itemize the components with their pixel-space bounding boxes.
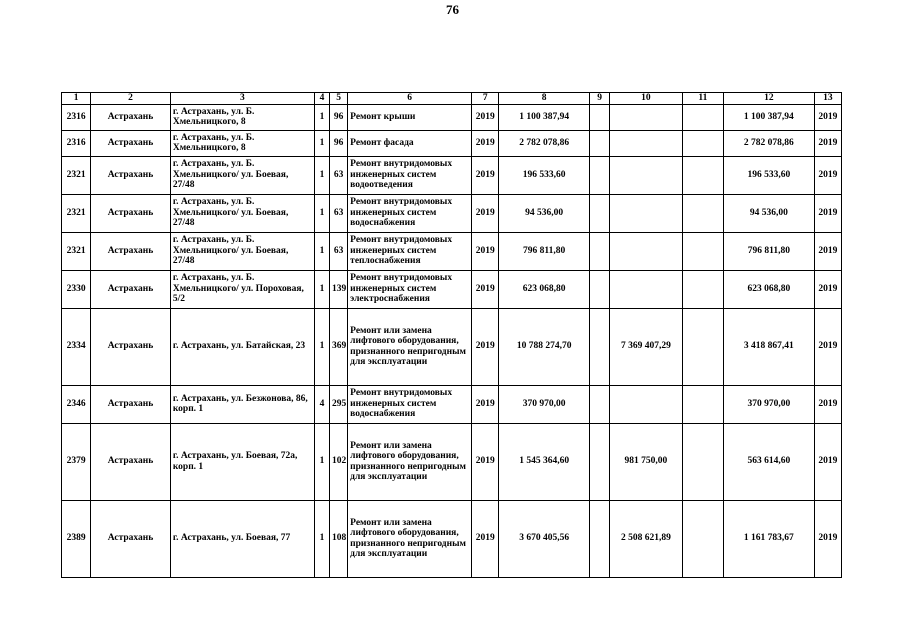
cell-col4: 1 [314,500,329,577]
cell-col5: 295 [330,385,348,423]
cell-municipality: Астрахань [91,308,171,385]
column-header: 11 [682,93,723,105]
column-header: 12 [724,93,815,105]
cell-col13: 2019 [814,270,841,308]
column-header: 8 [499,93,590,105]
cell-address: г. Астрахань, ул. Батайская, 23 [170,308,314,385]
cell-col5: 108 [330,500,348,577]
column-header: 2 [91,93,171,105]
cell-col4: 1 [314,308,329,385]
cell-col9 [590,156,610,194]
cell-year: 2019 [472,130,499,156]
cell-id: 2316 [62,130,91,156]
cell-total-cost: 10 788 274,70 [499,308,590,385]
cell-municipality: Астрахань [91,423,171,500]
cell-col9 [590,423,610,500]
cell-col5: 369 [330,308,348,385]
cell-id: 2379 [62,423,91,500]
cell-total-cost: 796 811,80 [499,232,590,270]
table-row [62,156,842,194]
cell-col12: 796 811,80 [724,232,815,270]
table-row [62,130,842,156]
cell-col11 [682,156,723,194]
header-row [62,93,842,105]
cell-year: 2019 [472,104,499,130]
cell-col11 [682,423,723,500]
column-header: 6 [348,93,472,105]
cell-col9 [590,385,610,423]
cell-year: 2019 [472,194,499,232]
cell-id: 2321 [62,156,91,194]
cell-municipality: Астрахань [91,270,171,308]
cell-total-cost: 2 782 078,86 [499,130,590,156]
cell-col4: 1 [314,194,329,232]
cell-work-type: Ремонт внутридомовых инженерных систем теплоснабжения [348,232,472,270]
cell-year: 2019 [472,156,499,194]
cell-municipality: Астрахань [91,156,171,194]
column-header: 4 [314,93,329,105]
table-row [62,500,842,577]
cell-year: 2019 [472,500,499,577]
cell-work-type: Ремонт внутридомовых инженерных систем водоснабжения [348,194,472,232]
page-number: 76 [446,2,459,17]
cell-address: г. Астрахань, ул. Б. Хмельницкого/ ул. Боевая, 27/48 [170,156,314,194]
cell-col5: 63 [330,156,348,194]
cell-total-cost: 370 970,00 [499,385,590,423]
cell-col5: 102 [330,423,348,500]
cell-total-cost: 3 670 405,56 [499,500,590,577]
table-row [62,308,842,385]
cell-col11 [682,308,723,385]
cell-work-type: Ремонт крыши [348,104,472,130]
cell-col5: 139 [330,270,348,308]
cell-col11 [682,194,723,232]
cell-col13: 2019 [814,104,841,130]
cell-work-type: Ремонт или замена лифтового оборудования, признанного непригодным для эксплуатации [348,423,472,500]
cell-col5: 63 [330,194,348,232]
cell-id: 2321 [62,194,91,232]
cell-col4: 1 [314,104,329,130]
column-header: 10 [610,93,683,105]
table-row [62,270,842,308]
cell-year: 2019 [472,308,499,385]
cell-col13: 2019 [814,130,841,156]
cell-col9 [590,308,610,385]
cell-address: г. Астрахань, ул. Б. Хмельницкого/ ул. Боевая, 27/48 [170,232,314,270]
cell-col12: 3 418 867,41 [724,308,815,385]
cell-col10 [610,232,683,270]
cell-id: 2321 [62,232,91,270]
cell-col10 [610,270,683,308]
cell-col10 [610,194,683,232]
column-header: 7 [472,93,499,105]
cell-id: 2316 [62,104,91,130]
cell-col4: 4 [314,385,329,423]
cell-municipality: Астрахань [91,385,171,423]
table-row [62,385,842,423]
cell-work-type: Ремонт или замена лифтового оборудования, признанного непригодным для эксплуатации [348,500,472,577]
cell-id: 2346 [62,385,91,423]
cell-col12: 563 614,60 [724,423,815,500]
cell-total-cost: 196 533,60 [499,156,590,194]
column-header: 9 [590,93,610,105]
cell-col5: 63 [330,232,348,270]
cell-col12: 1 100 387,94 [724,104,815,130]
cell-address: г. Астрахань, ул. Безжонова, 86, корп. 1 [170,385,314,423]
column-header: 5 [330,93,348,105]
cell-col4: 1 [314,270,329,308]
cell-year: 2019 [472,232,499,270]
cell-col13: 2019 [814,156,841,194]
cell-col9 [590,232,610,270]
column-header: 1 [62,93,91,105]
cell-col12: 2 782 078,86 [724,130,815,156]
cell-col13: 2019 [814,500,841,577]
cell-col11 [682,385,723,423]
cell-col11 [682,270,723,308]
cell-col5: 96 [330,130,348,156]
cell-total-cost: 1 100 387,94 [499,104,590,130]
cell-work-type: Ремонт фасада [348,130,472,156]
cell-col4: 1 [314,156,329,194]
cell-col4: 1 [314,423,329,500]
table-row [62,232,842,270]
cell-col13: 2019 [814,385,841,423]
cell-municipality: Астрахань [91,104,171,130]
cell-col10 [610,130,683,156]
cell-col13: 2019 [814,308,841,385]
cell-col13: 2019 [814,423,841,500]
table-row [62,423,842,500]
table-row [62,194,842,232]
cell-address: г. Астрахань, ул. Б. Хмельницкого, 8 [170,104,314,130]
cell-address: г. Астрахань, ул. Боевая, 77 [170,500,314,577]
cell-col11 [682,232,723,270]
cell-col12: 623 068,80 [724,270,815,308]
cell-col12: 196 533,60 [724,156,815,194]
table-row [62,104,842,130]
cell-total-cost: 1 545 364,60 [499,423,590,500]
cell-work-type: Ремонт внутридомовых инженерных систем электроснабжения [348,270,472,308]
cell-municipality: Астрахань [91,130,171,156]
cell-col10: 2 508 621,89 [610,500,683,577]
cell-id: 2389 [62,500,91,577]
cell-col12: 1 161 783,67 [724,500,815,577]
cell-total-cost: 623 068,80 [499,270,590,308]
cell-col9 [590,104,610,130]
cell-col10 [610,385,683,423]
cell-year: 2019 [472,385,499,423]
cell-col13: 2019 [814,194,841,232]
cell-work-type: Ремонт или замена лифтового оборудования, признанного непригодным для эксплуатации [348,308,472,385]
cell-address: г. Астрахань, ул. Боевая, 72а, корп. 1 [170,423,314,500]
cell-municipality: Астрахань [91,500,171,577]
cell-col12: 94 536,00 [724,194,815,232]
cell-address: г. Астрахань, ул. Б. Хмельницкого/ ул. Боевая, 27/48 [170,194,314,232]
cell-id: 2334 [62,308,91,385]
cell-col12: 370 970,00 [724,385,815,423]
cell-col10 [610,156,683,194]
column-header: 13 [814,93,841,105]
cell-col11 [682,104,723,130]
cell-year: 2019 [472,423,499,500]
cell-id: 2330 [62,270,91,308]
cell-address: г. Астрахань, ул. Б. Хмельницкого, 8 [170,130,314,156]
cell-col11 [682,500,723,577]
cell-col10: 7 369 407,29 [610,308,683,385]
cell-work-type: Ремонт внутридомовых инженерных систем водоснабжения [348,385,472,423]
cell-municipality: Астрахань [91,232,171,270]
cell-municipality: Астрахань [91,194,171,232]
cell-col10 [610,104,683,130]
cell-col9 [590,500,610,577]
cell-col11 [682,130,723,156]
cell-col4: 1 [314,232,329,270]
column-header: 3 [170,93,314,105]
cell-col4: 1 [314,130,329,156]
cell-col9 [590,270,610,308]
cell-year: 2019 [472,270,499,308]
cell-work-type: Ремонт внутридомовых инженерных систем водоотведения [348,156,472,194]
cell-col9 [590,194,610,232]
cell-address: г. Астрахань, ул. Б. Хмельницкого/ ул. Пороховая, 5/2 [170,270,314,308]
works-table-container [61,92,842,578]
works-table [61,92,842,578]
cell-col13: 2019 [814,232,841,270]
cell-total-cost: 94 536,00 [499,194,590,232]
cell-col10: 981 750,00 [610,423,683,500]
cell-col9 [590,130,610,156]
cell-col5: 96 [330,104,348,130]
